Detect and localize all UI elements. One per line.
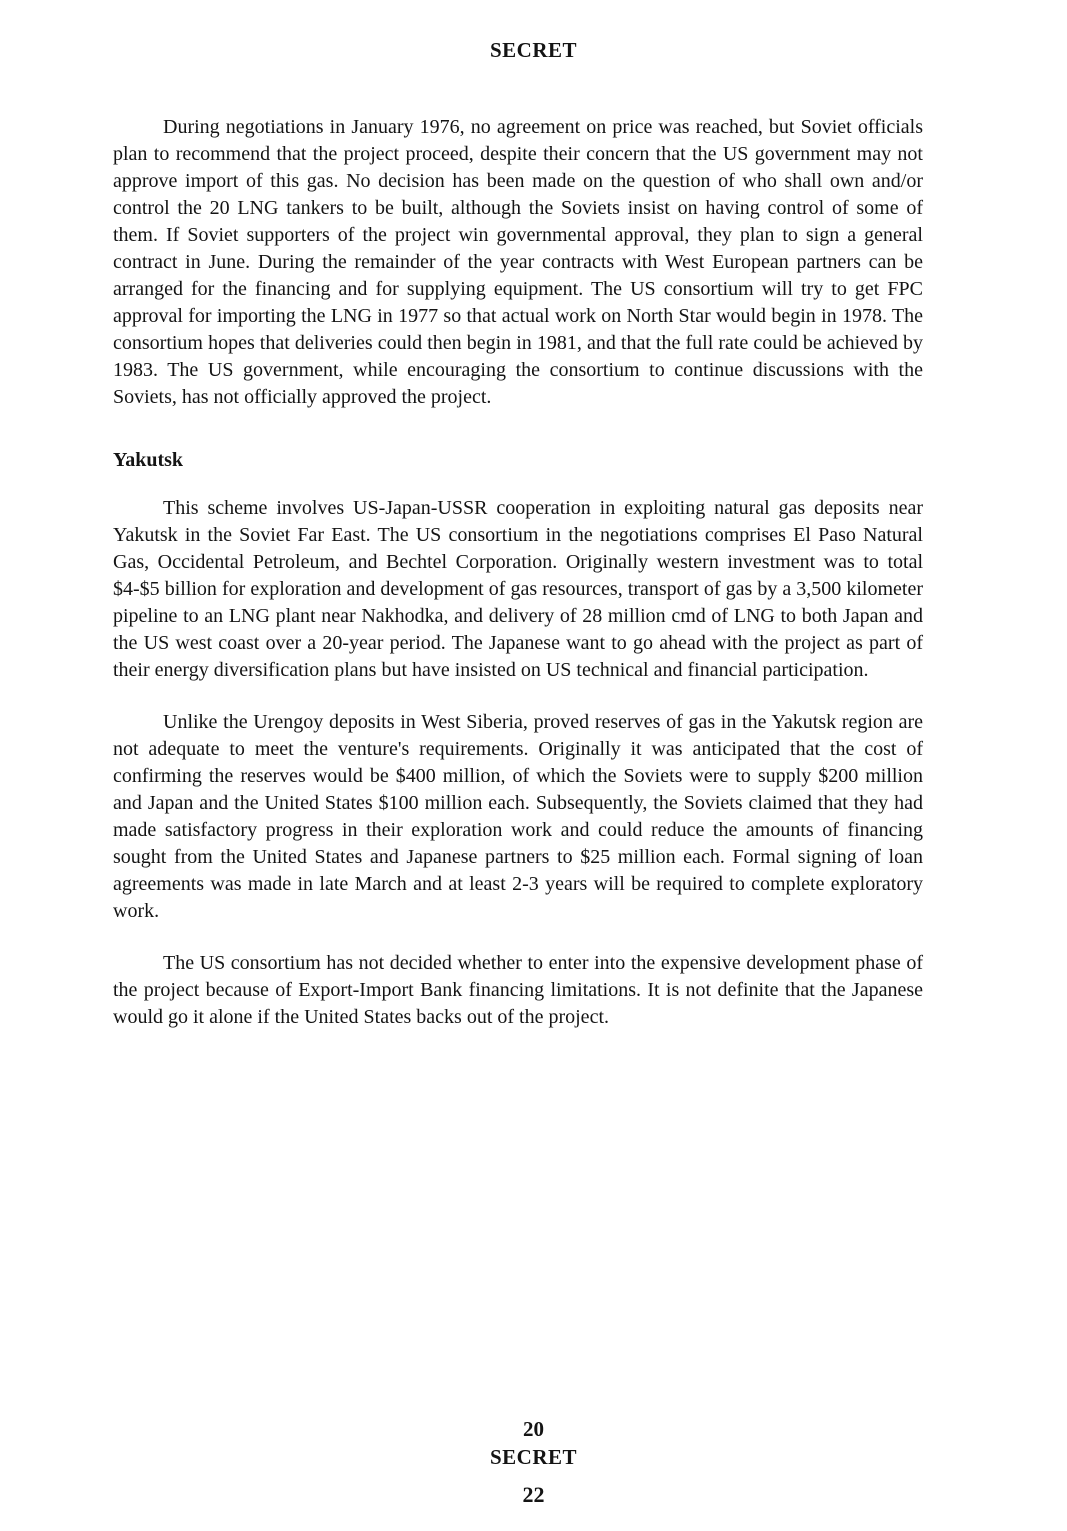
document-body <box>113 114 923 1031</box>
section-heading-yakutsk: Yakutsk <box>113 449 184 471</box>
paragraph-north-star-negotiations: During negotiations in January 1976, no agreement on price was reached, but Soviet officials plan to recommend that the project proceed, despite their concern that the US government may not approve import of this gas. No decision has been made on the question of who shall own and/or control the 20 LNG tankers to be built, although the Soviets insist on having control of some of them. If Soviet supporters of the project win governmental approval, they plan to sign a general contract in June. During the remainder of the year contracts with West European partners can be arranged for the financing and for supplying equipment. The US consortium will try to get FPC approval for importing the LNG in 1977 so that actual work on North Star would begin in 1978. The consortium hopes that deliveries could then begin in 1981, and that the full rate could be achieved by 1983. The US government, while encouraging the consortium to continue discussions with the Soviets, has not officially approved the project. <box>113 116 923 408</box>
footer-page-number: 20 <box>523 1417 544 1441</box>
footer-classification-marking: SECRET <box>489 1445 578 1469</box>
paragraph-yakutsk-scheme: This scheme involves US-Japan-USSR cooperation in exploiting natural gas deposits near Yakutsk in the Soviet Far East. The US consortium in the negotiations comprises El Paso Natural Gas, Occidental Petroleum, and Bechtel Corporation. Originally western investment was to total $4-$5 billion for exploration and development of gas resources, transport of gas by a 3,500 kilometer pipeline to an LNG plant near Nakhodka, and delivery of 28 million cmd of LNG to both Japan and the US west coast over a 20-year period. The Japanese want to go ahead with the project as part of their energy diversification plans but have insisted on US technical and financial participation. <box>113 497 923 681</box>
header-classification-marking: SECRET <box>489 38 578 62</box>
footer-sheet-number: 22 <box>522 1482 545 1507</box>
paragraph-yakutsk-reserves: Unlike the Urengoy deposits in West Siberia, proved reserves of gas in the Yakutsk region are not adequate to meet the venture's requirements. Originally it was anticipated that the cost of confirming the reserves would be $400 million, of which the Soviets were to supply $200 million and Japan and the United States $100 million each. Subsequently, the Soviets claimed that they had made satisfactory progress in their exploration work and could reduce the amounts of financing sought from the United States and Japanese partners to $25 million each. Formal signing of loan agreements was made in late March and at least 2-3 years will be required to complete exploratory work. <box>113 711 923 922</box>
page-footer <box>0 1415 1067 1509</box>
paragraph-us-consortium-decision: The US consortium has not decided whether to enter into the expensive development phase of the project because of Export-Import Bank financing limitations. It is not definite that the Japanese would go it alone if the United States backs out of the project. <box>113 952 923 1028</box>
